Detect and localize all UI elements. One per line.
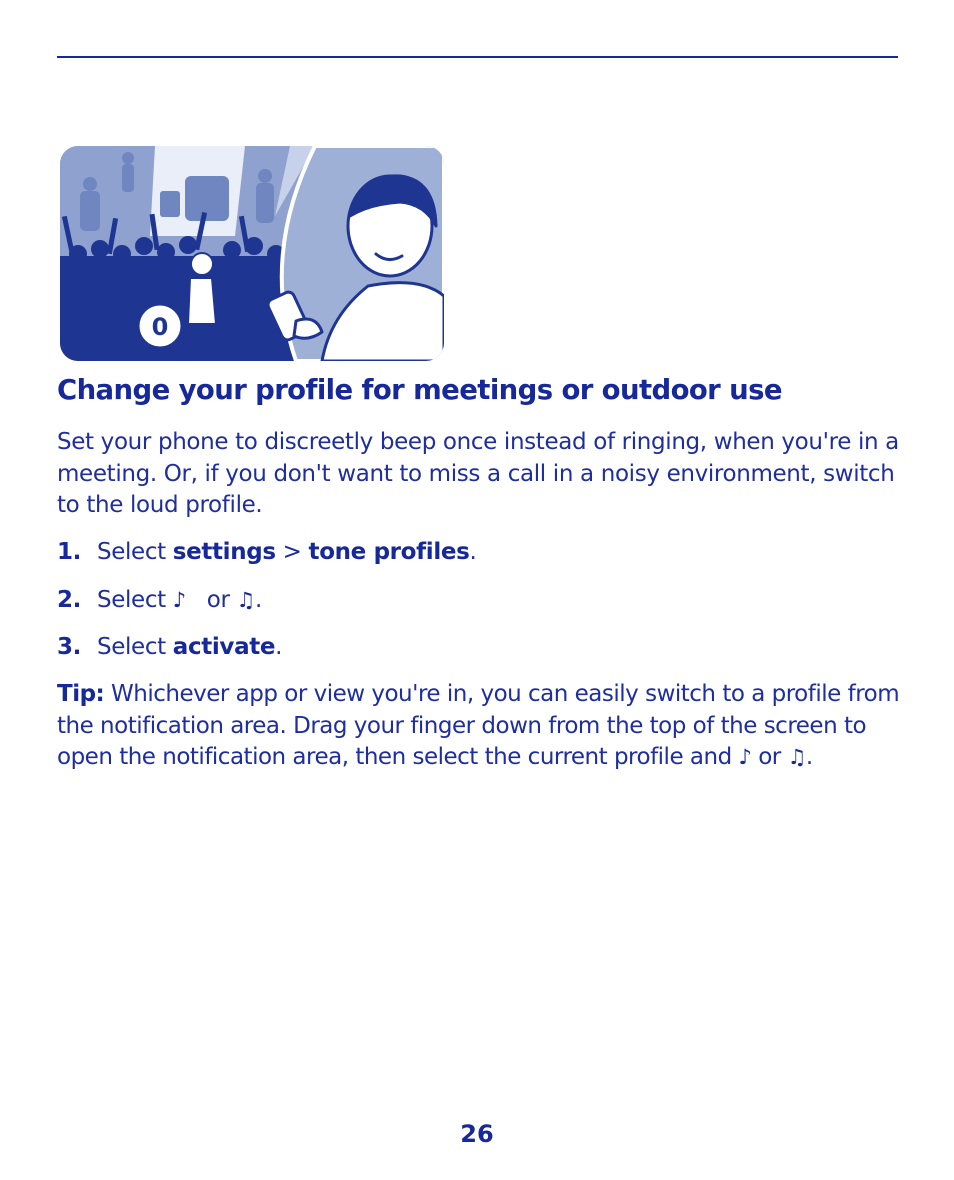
step-text: Select: [96, 539, 166, 565]
step-suffix: .: [255, 587, 262, 613]
profile-illustration: [60, 146, 444, 361]
tone-profiles-label: tone profiles: [308, 539, 470, 565]
activate-label: activate: [172, 634, 276, 660]
step-1: [57, 537, 476, 568]
loud-profile-icon: ♫: [787, 745, 806, 769]
step-text: Select: [96, 634, 166, 660]
tip-text: Whichever app or view you're in, you can easily switch to a profile from the notification area. Drag your finger down from the top of the screen to open the notification area, then select the current profile and: [57, 681, 900, 770]
settings-label: settings: [172, 539, 276, 565]
step-text: Select: [96, 587, 166, 613]
step-number: 2.: [57, 587, 82, 613]
step-suffix: .: [469, 539, 477, 565]
intro-paragraph: Set your phone to discreetly beep once instead of ringing, when you're in a meeting. Or, if you don't want to miss a call in a noisy environment, switch to the loud profile.: [57, 429, 899, 518]
svg-text:0: 0: [151, 313, 169, 341]
step-3: [57, 632, 282, 663]
tip-paragraph: [57, 679, 907, 774]
top-rule: [57, 56, 898, 58]
separator: >: [282, 539, 302, 565]
step-number: 3.: [57, 634, 82, 660]
or-text: or: [206, 587, 230, 613]
tip-suffix: .: [805, 744, 813, 770]
step-number: 1.: [57, 539, 82, 565]
page-title: Change your profile for meetings or outdoor use: [57, 374, 782, 406]
step-2: [57, 585, 262, 616]
or-text: or: [758, 744, 781, 770]
step-suffix: .: [275, 634, 283, 660]
loud-profile-icon: ♫: [236, 588, 256, 612]
tip-label: Tip:: [57, 681, 105, 707]
beep-profile-icon: ♪: [172, 588, 186, 612]
page-number: 26: [460, 1120, 494, 1148]
beep-profile-icon: ♪: [738, 745, 752, 769]
